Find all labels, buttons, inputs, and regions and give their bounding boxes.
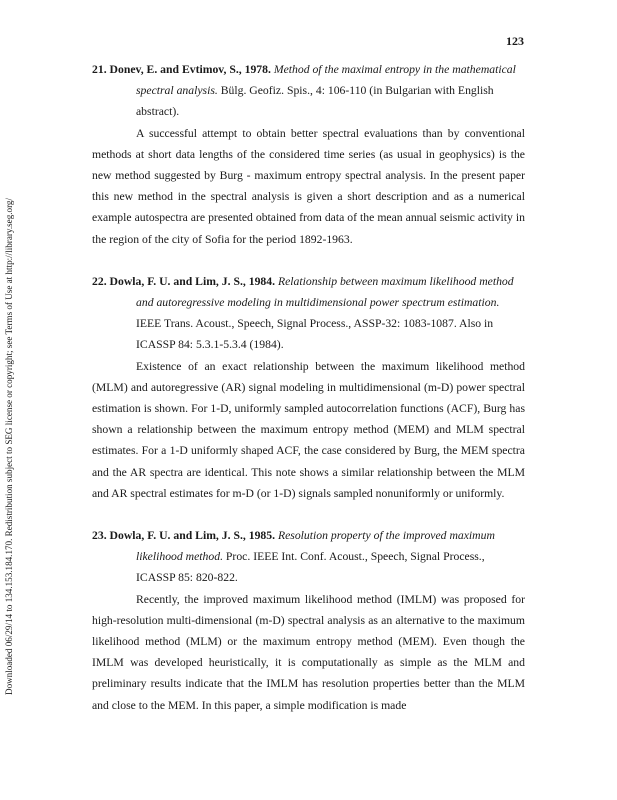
entry-source: Proc. IEEE Int. Conf. Acoust., Speech, Signal Process., ICASSP 85: 820-822. <box>136 550 485 585</box>
entry-title: Method of the maximal entropy in the mathematical spectral analysis. <box>136 63 516 98</box>
download-notice-text: Downloaded 06/29/14 to 134.153.184.170. Redistribution subject to SEG license or copyright; see Terms of Use at http://library.seg.org/ <box>4 197 14 695</box>
entry-authors: Dowla, F. U. and Lim, J. S., 1985. <box>109 529 276 543</box>
citation <box>92 59 525 123</box>
bibliography-entry-23 <box>92 525 525 716</box>
download-notice <box>4 125 14 695</box>
citation <box>92 525 525 589</box>
entry-authors: Donev, E. and Evtimov, S., 1978. <box>109 63 271 76</box>
entry-number: 22. <box>92 274 107 288</box>
page-number: 123 <box>506 34 524 48</box>
entry-abstract: Existence of an exact relationship between the maximum likelihood method (MLM) and autoregressive (AR) signal modeling in multidimensional (m-D) power spectral estimation is shown. For 1-D, uniformly sampled autocorrelation functions (ACF), Burg has shown a relationship between the maximum entropy method (MEM) and MLM spectral estimates. For a 1-D uniformly shaped ACF, the case considered by Burg, the MEM spectra and the AR spectra are identical. This note shows a similar relationship between the MLM and AR spectral estimates for m-D (or 1-D) signals sampled nonuniformly or uniformly. <box>92 359 525 500</box>
entry-title: Resolution property of the improved maximum likelihood method. <box>136 529 495 564</box>
entry-source: IEEE Trans. Acoust., Speech, Signal Process., ASSP-32: 1083-1087. Also in ICASSP 84: 5.3.1-5.3.4 (1984). <box>136 317 494 352</box>
bibliography <box>92 59 525 716</box>
bibliography-entry-22 <box>92 271 525 504</box>
entry-source: Bülg. Geofiz. Spis., 4: 106-110 (in Bulgarian with English abstract). <box>136 84 494 119</box>
entry-title: Relationship between maximum likelihood method and autoregressive modeling in multidimensional power spectrum estimation. <box>136 274 514 310</box>
bibliography-entry-21 <box>92 59 525 250</box>
entry-abstract: A successful attempt to obtain better spectral evaluations than by conventional methods at short data lengths of the considered time series (as usual in geophysics) is the new method suggested by Burg - maximum entropy spectral analysis. In the present paper this new method in the spectral analysis is given a short description and as a numerical example autospectra are presented obtained from data of the mean annual seismic activity in the region of the city of Sofia for the period 1892-1963. <box>92 126 525 246</box>
entry-number: 23. <box>92 529 107 543</box>
citation <box>92 271 525 356</box>
entry-number: 21. <box>92 63 107 76</box>
entry-abstract: Recently, the improved maximum likelihood method (IMLM) was proposed for high-resolution multi-dimensional (m-D) spectral analysis as an alternative to the maximum likelihood method (MLM) or the maximum entropy method (MEM). Even though the IMLM was developed heuristically, it is computationally as simple as the MLM and preliminary results indicate that the IMLM has resolution properties better than the MLM and close to the MEM. In this paper, a simple modification is made <box>92 592 525 712</box>
entry-authors: Dowla, F. U. and Lim, J. S., 1984. <box>109 274 276 288</box>
